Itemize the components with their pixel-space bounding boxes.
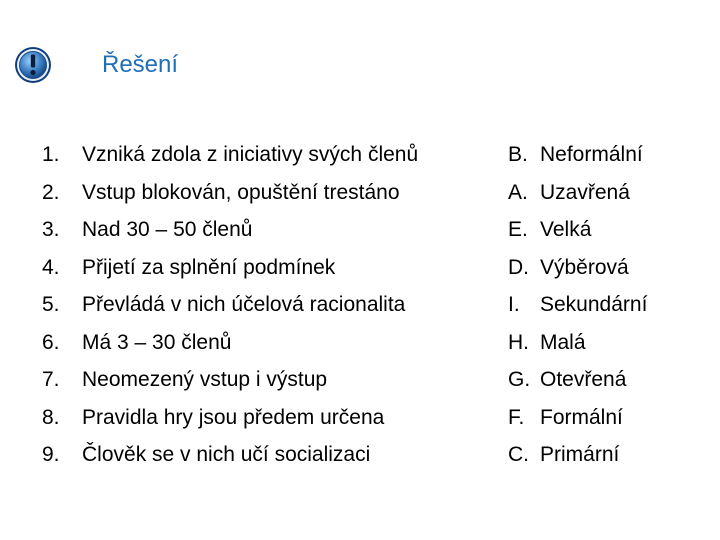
answer-item	[508, 255, 647, 293]
item-text: Člověk se v nich učí socializaci	[82, 443, 371, 466]
answers-list	[508, 142, 647, 480]
answer-text: Velká	[540, 218, 592, 241]
item-text: Vzniká zdola z iniciativy svých členů	[82, 143, 419, 166]
item-number: 6.	[42, 330, 60, 354]
list-item	[42, 442, 418, 480]
list-item	[42, 292, 418, 330]
item-number: 4.	[42, 255, 60, 279]
item-number: 3.	[42, 218, 60, 241]
list-item	[42, 405, 418, 443]
answer-text: Výběrová	[540, 255, 629, 279]
answer-item	[508, 180, 647, 218]
item-text: Vstup blokován, opuštění trestáno	[82, 180, 400, 204]
exclamation-icon	[13, 45, 53, 85]
answer-text: Sekundární	[540, 293, 648, 316]
answer-letter: H.	[508, 330, 529, 354]
item-number: 1.	[42, 143, 60, 166]
answer-letter: I.	[508, 293, 520, 316]
answer-letter: B.	[508, 143, 528, 166]
item-number: 2.	[42, 180, 60, 204]
item-text: Převládá v nich účelová racionalita	[82, 293, 406, 316]
item-text: Přijetí za splnění podmínek	[82, 255, 336, 279]
page-title: Řešení	[102, 51, 179, 78]
item-number: 5.	[42, 293, 60, 316]
answer-letter: F.	[508, 405, 525, 429]
item-text: Pravidla hry jsou předem určena	[82, 405, 385, 429]
answer-letter: C.	[508, 443, 529, 466]
answer-text: Malá	[540, 330, 586, 354]
answer-item	[508, 142, 647, 180]
answer-item	[508, 442, 647, 480]
list-item	[42, 180, 418, 218]
answer-item	[508, 292, 647, 330]
item-number: 7.	[42, 368, 60, 391]
list-item	[42, 142, 418, 180]
answer-letter: A.	[508, 180, 528, 204]
list-item	[42, 367, 418, 405]
characteristics-list	[42, 142, 418, 480]
answer-text: Primární	[540, 443, 620, 466]
answer-text: Formální	[540, 405, 623, 429]
answer-text: Neformální	[540, 143, 643, 166]
item-number: 9.	[42, 443, 60, 466]
answer-letter: D.	[508, 255, 529, 279]
item-text: Neomezený vstup i výstup	[82, 368, 328, 391]
answer-item	[508, 217, 647, 255]
item-number: 8.	[42, 405, 60, 429]
item-text: Nad 30 – 50 členů	[82, 218, 253, 241]
answer-item	[508, 367, 647, 405]
answer-letter: E.	[508, 218, 528, 241]
answer-letter: G.	[508, 368, 531, 391]
list-item	[42, 330, 418, 368]
answer-item	[508, 405, 647, 443]
item-text: Má 3 – 30 členů	[82, 330, 232, 354]
answer-item	[508, 330, 647, 368]
answer-text: Uzavřená	[540, 180, 630, 204]
list-item	[42, 255, 418, 293]
answer-text: Otevřená	[540, 368, 627, 391]
list-item	[42, 217, 418, 255]
